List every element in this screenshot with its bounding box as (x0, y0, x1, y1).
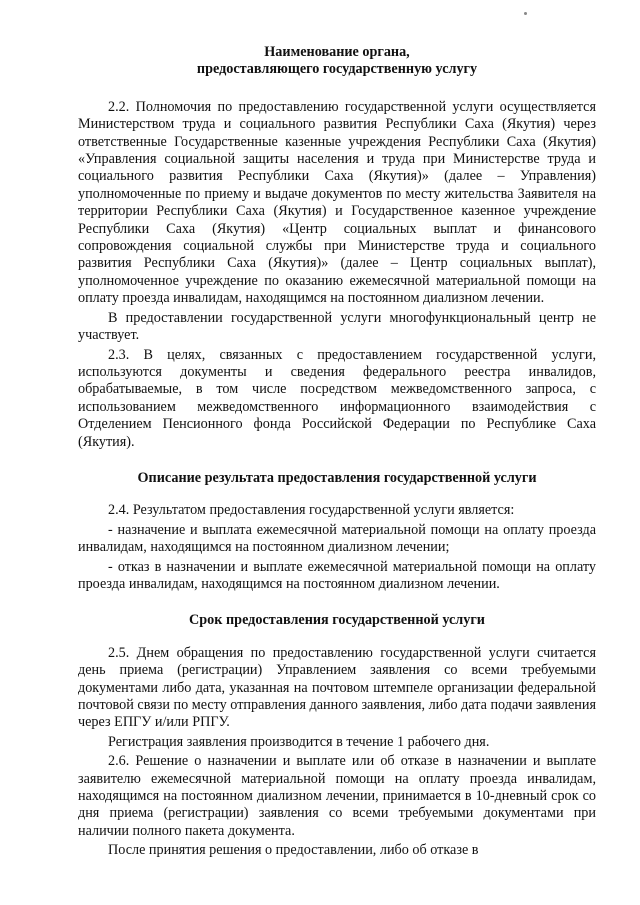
paragraph-2-2: 2.2. Полномочия по предоставлению государственной услуги осуществляется Министерством труда и социального развития Республики Саха (Якутия) через ответственные Государственные казенные учреждения Республики Саха (Якутия) «Управления социальной защиты населения и труда при Министерстве труда и социального развития Республики Саха (Якутия)» (далее – Управления) уполномоченные по приему и выдаче документов по месту жительства Заявителя на территории Республики Саха (Якутия) и Государственное казенное учреждение Республики Саха (Якутия) «Центр социальных выплат и финансового сопровождения социальной службы при Министерстве труда и социального развития Республики Саха (Якутия)» (далее – Центр социальных выплат), уполномоченное учреждение по оказанию ежемесячной материальной помощи на оплату проезда инвалидам, находящимся на постоянном диализном лечении. (78, 98, 596, 307)
paragraph-2-4: 2.4. Результатом предоставления государственной услуги является: (108, 502, 515, 519)
paragraph-after-decision: После принятия решения о предоставлении, либо об отказе в (108, 842, 479, 859)
section-heading-authority (78, 44, 596, 79)
list-item-refusal: - отказ в назначении и выплате ежемесячной материальной помощи на оплату проезда инвалидам, находящимся на постоянном диализном лечении. (78, 558, 596, 592)
paragraph-2-3: 2.3. В целях, связанных с предоставлением государственной услуги, используются документы и сведения федерального реестра инвалидов, обрабатываемые, в том числе посредством межведомственного запроса, с использованием межведомственного информационного взаимодействия с Отделением Пенсионного фонда Российской Федерации по Республике Саха (Якутия). (78, 346, 596, 450)
heading-line-2: предоставляющего государственную услугу (196, 61, 478, 78)
paragraph-2-6: 2.6. Решение о назначении и выплате или об отказе в назначении и выплате заявителю ежемесячной материальной помощи на оплату проезда инвалидам, находящимся на постоянном диализном лечении, принимается в 10-дневный срок со дня приема (регистрации) заявления со всеми требуемыми документами при наличии полного пакета документа. (78, 753, 596, 839)
heading-line-1: Наименование органа, (264, 44, 410, 60)
section-heading-result: Описание результата предоставления государственной услуги (137, 469, 537, 486)
paragraph-registration: Регистрация заявления производится в течение 1 рабочего дня. (108, 733, 490, 750)
section-heading-term: Срок предоставления государственной услуги (189, 612, 485, 629)
paragraph-mfc: В предоставлении государственной услуги многофункциональный центр не участвует. (78, 309, 596, 344)
scan-dot (524, 12, 527, 15)
paragraph-2-5: 2.5. Днем обращения по предоставлению государственной услуги считается день приема (регистрации) Управлением заявления со всеми требуемыми документами либо дата, указанная на почтовом штемпеле организации федеральной почтовой связи по месту отправления данного заявления, либо дата подачи заявления через ЕПГУ и/или РПГУ. (78, 644, 596, 731)
list-item-assignment: - назначение и выплата ежемесячной материальной помощи на оплату проезда инвалидам, находящимся на постоянном диализном лечении; (78, 521, 596, 556)
